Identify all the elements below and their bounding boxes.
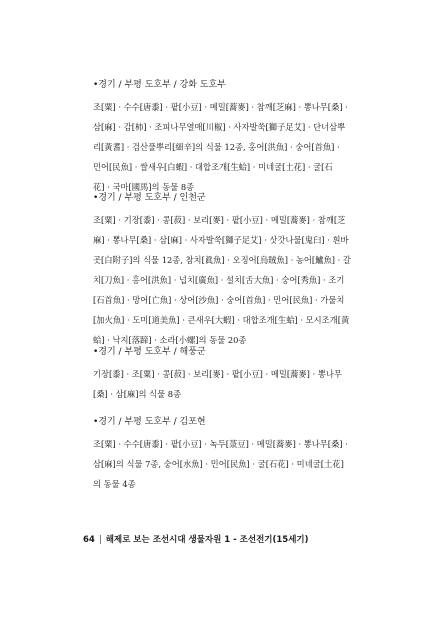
entry-body: [93, 434, 363, 494]
body-line: 조[粟] · 수수[唐黍] · 팥[小豆] · 메밀[蕎麥] · 참깨[芝麻] · 뽕나무[桑] ·: [93, 102, 348, 112]
entry-heading: •경기 / 부평 도호부 / 해풍군: [93, 347, 206, 357]
page-footer: [83, 533, 309, 545]
body-line: 조[粟] · 기장[黍] · 콩[菽] · 보리[麥] · 팥[小豆] · 메밀[蕎麥] · 참깨[芝: [93, 215, 346, 225]
body-line: [石首魚] · 망어[亡魚] · 상어[沙魚] · 숭어[首魚] · 민어[民魚] · 가물치: [93, 295, 345, 305]
body-line: 麻] · 뽕나무[桑] · 삼[麻] · 사자발쑥[獅子足艾] · 삿갓나물[鬼臼] · 흰바: [93, 235, 349, 245]
page-number: 64: [83, 535, 95, 545]
body-line: 치[刀魚] · 홍어[洪魚] · 넙치[廣魚] · 설치[舌大魚] · 숭어[秀魚] · 조기: [93, 275, 345, 285]
entry-heading: •경기 / 부평 도호부 / 인천군: [93, 193, 206, 203]
footer-separator: |: [98, 535, 102, 545]
body-line: 곳[白附子]의 식물 12종, 참치[眞魚] · 오징어[烏賊魚] · 농어[鱸魚] · 갈: [93, 255, 351, 265]
entry-body: [93, 364, 363, 404]
entry-ganghwa: [93, 79, 363, 197]
body-line: [加火魚] · 도미[道美魚] · 큰새우[大蝦] · 대합조개[生蛤] · 모시조개[黃: [93, 315, 350, 325]
body-line: 삼[麻] · 감[柿] · 조피나무열매[川椒] · 사자발쑥[獅子足艾] · 단너삼뿌: [93, 122, 346, 132]
entry-body: [93, 210, 363, 350]
body-line: [桑] · 삼[麻]의 식물 8종: [93, 389, 182, 399]
body-line: 조[粟] · 수수[唐黍] · 팥[小豆] · 녹두[菉豆] · 메밀[蕎麥] · 뽕나무[桑] ·: [93, 439, 348, 449]
entry-incheon: [93, 192, 363, 350]
entry-body: [93, 97, 363, 197]
entry-heading: •경기 / 부평 도호부 / 강화 도호부: [93, 80, 226, 90]
book-title: 해제로 보는 조선시대 생물자원 1 - 조선전기(15세기): [105, 535, 309, 545]
body-line: 리[黃耆] · 검산풀뿌리[細辛]의 식물 12종, 홍어[洪魚] · 숭어[首魚] ·: [93, 142, 340, 152]
entry-gimpo: [93, 416, 363, 494]
body-line: 花] · 국마[國馬]의 동물 8종: [93, 182, 195, 192]
body-line: 의 동물 4종: [93, 479, 136, 489]
entry-haepung: [93, 346, 363, 404]
body-line: 蛤] · 낙지[落蹄] · 소라[小螺]의 동물 20종: [93, 335, 247, 345]
body-line: 기장[黍] · 조[粟] · 콩[菽] · 보리[麥] · 팥[小豆] · 메밀[蕎麥] · 뽕나무: [93, 369, 342, 379]
body-line: 삼[麻]의 식물 7종, 숭어[水魚] · 민어[民魚] · 굴[石花] · 미네굴[土花]: [93, 459, 344, 469]
entry-heading: •경기 / 부평 도호부 / 김포현: [93, 417, 206, 427]
body-line: 민어[民魚] · 쌀새우[白蝦] · 대합조개[生蛤] · 미네굴[土花] · 굴[石: [93, 162, 333, 172]
